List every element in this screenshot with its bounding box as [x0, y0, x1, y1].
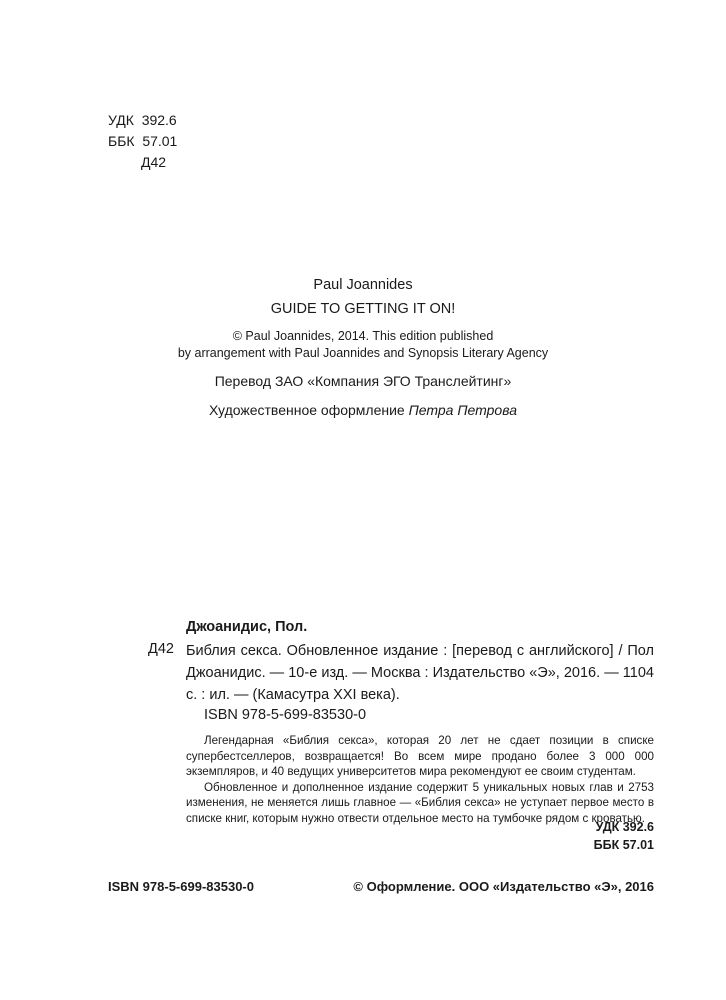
- footer-isbn: ISBN 978-5-699-83530-0: [108, 879, 254, 894]
- udk-label: УДК: [108, 112, 134, 128]
- original-copyright: [0, 328, 726, 362]
- classification-codes-bottom: [594, 818, 654, 854]
- copyright-line-1: © Paul Joannides, 2014. This edition published: [232, 329, 494, 343]
- design-label: Художественное оформление: [209, 402, 405, 418]
- footer-copyright: © Оформление. ООО «Издательство «Э», 2016: [353, 879, 654, 894]
- udk-bottom: УДК 392.6: [595, 820, 654, 834]
- original-title: GUIDE TO GETTING IT ON!: [270, 301, 456, 317]
- udk-value: 392.6: [141, 112, 177, 128]
- translation-credit: Перевод ЗАО «Компания ЭГО Транслейтинг»: [214, 373, 512, 389]
- classification-codes-top: [108, 110, 177, 173]
- design-name: Петра Петрова: [408, 402, 517, 418]
- bibliographic-description: Библия секса. Обновленное издание : [перевод с английского] / Пол Джоанидис. — 10-е изд. — Москва : Издательство «Э», 2016. — 1104 с. : ил. — (Камасутра XXI века).: [186, 643, 654, 703]
- bbk-value: 57.01: [142, 133, 178, 149]
- udk-row: [108, 110, 177, 131]
- design-credit: [0, 402, 726, 418]
- original-author: Paul Joannides: [313, 277, 413, 293]
- bibliographic-author-sign: Д42: [148, 641, 174, 657]
- annotation: [186, 733, 654, 827]
- bbk-bottom: ББК 57.01: [593, 838, 654, 852]
- copyright-line-2: by arrangement with Paul Joannides and Synopsis Literary Agency: [177, 346, 549, 360]
- annotation-paragraph-1: Легендарная «Библия секса», которая 20 лет не сдает позиции в списке супербестселлеров, возвращается! Во всем мире продано более 3 000 000 экземпляров, и 40 ведущих университетов мира рекомендуют ее своим студентам.: [186, 734, 654, 779]
- bibliographic-author: Джоанидис, Пол.: [186, 619, 308, 635]
- annotation-paragraph-2: Обновленное и дополненное издание содержит 5 уникальных новых глав и 2753 изменения, не меняется лишь главное — «Библия секса» не уступает первое место в списке книг, которым нужно отвести отдельное место на тумбочке рядом с кроватью.: [186, 780, 654, 825]
- bbk-row: [108, 131, 177, 152]
- bibliographic-isbn: ISBN 978-5-699-83530-0: [204, 707, 367, 723]
- author-sign-top: Д42: [141, 154, 167, 170]
- bbk-label: ББК: [108, 133, 135, 149]
